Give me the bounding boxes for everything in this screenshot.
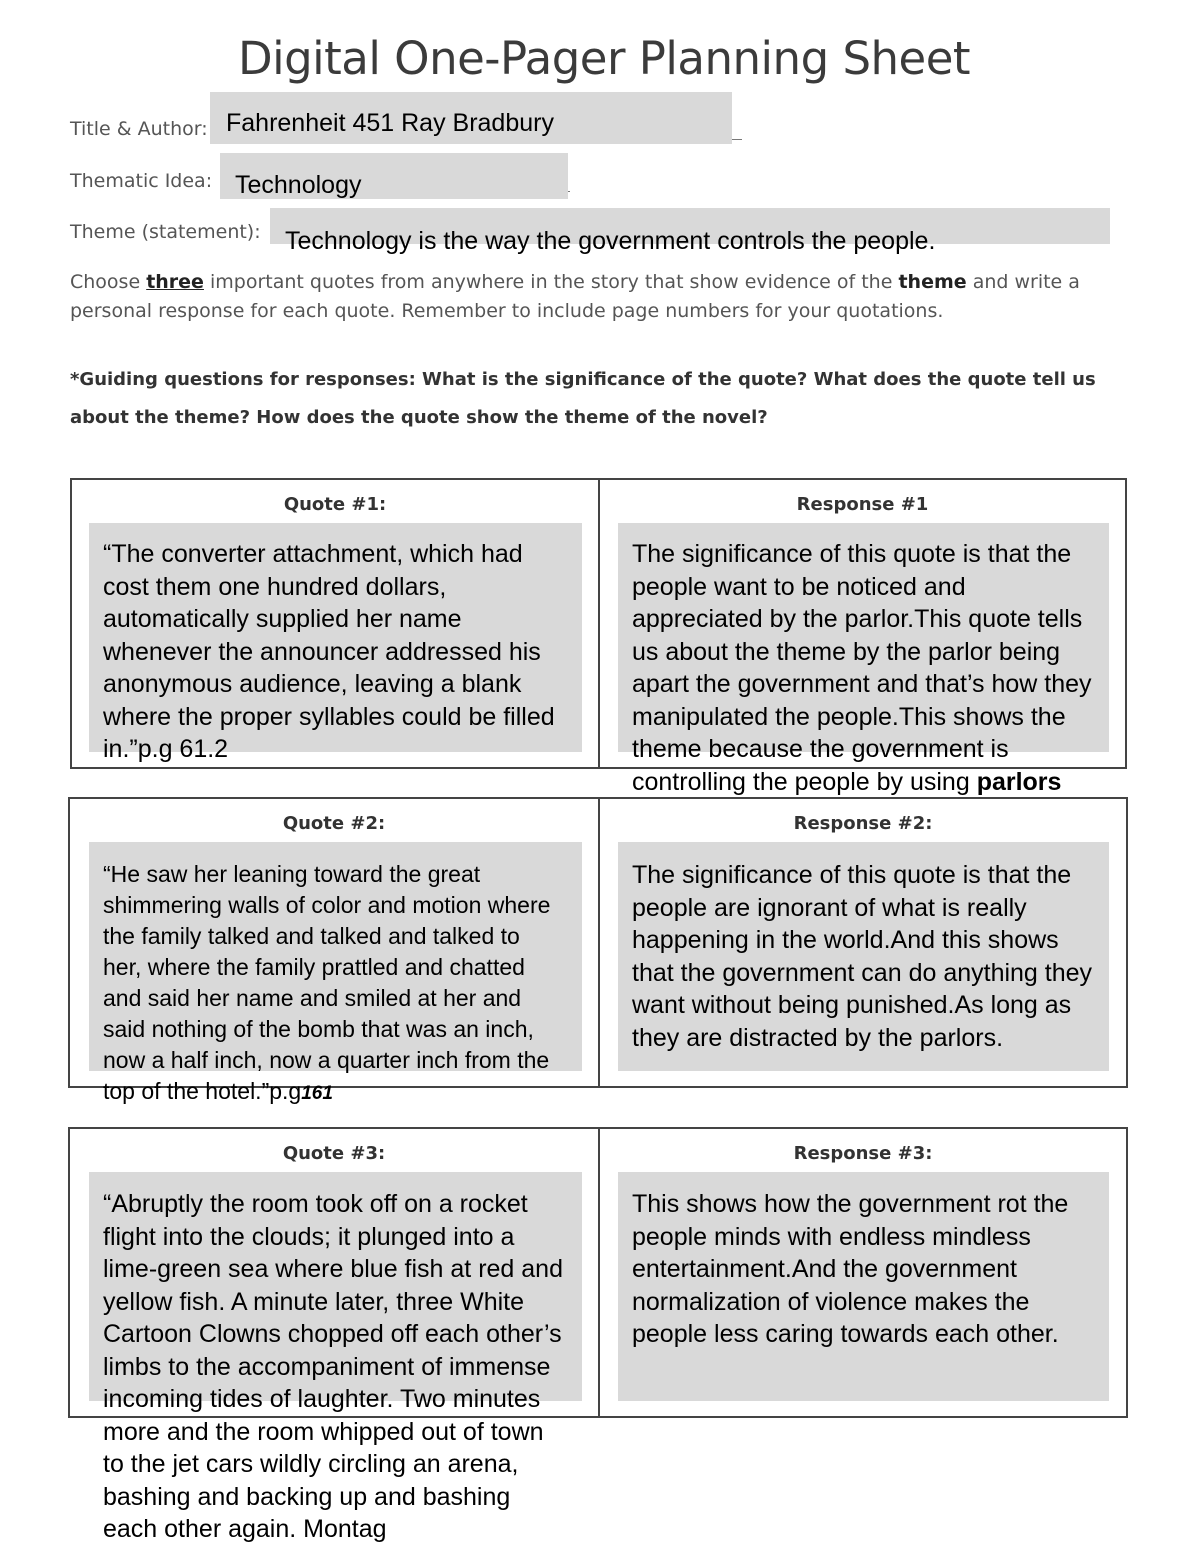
quote-3-header: Quote #3: — [282, 1143, 386, 1164]
response-2-text[interactable]: The significance of this quote is that the people are ignorant of what is really happening in the world.And this shows that the government can do anything they want without being punished.As long as they are distracted by the parlors. — [632, 861, 1093, 1052]
quote-3-text[interactable]: “Abruptly the room took off on a rocket flight into the clouds; it plunged into a lime-green sea where blue fish at red and yellow fish. A minute later, three White Cartoon Clowns chopped off each other’s limbs to the accompaniment of immense incoming tides of laughter. Two minutes more and the room whipped out of town to the jet cars wildly circling an arena, bashing and backing up and bashing each other again. Montag — [103, 1190, 563, 1543]
title-author-value[interactable]: Fahrenheit 451 Ray Bradbury — [226, 109, 554, 137]
thematic-idea-label: Thematic Idea: — [70, 170, 213, 192]
emphasis-three: three — [146, 271, 204, 293]
page-title: Digital One-Pager Planning Sheet — [237, 32, 971, 85]
response-3-text[interactable]: This shows how the government rot the people minds with endless mindless entertainment.And the government normalization of violence makes the people less caring towards each other. — [632, 1190, 1069, 1348]
quote-2-header: Quote #2: — [282, 813, 386, 834]
thematic-idea-value[interactable]: Technology — [235, 171, 362, 199]
emphasis-theme: theme — [898, 271, 967, 293]
quote-1-text[interactable]: “The converter attachment, which had cost them one hundred dollars, automatically supplied her name whenever the announcer addressed his anonymous audience, leaving a blank where the proper syllables could be filled in.”p.g 61.2 — [103, 540, 555, 763]
instructions: Choose three important quotes from anywhere in the story that show evidence of the theme and write a personal response for each quote. Remember to include page numbers for your quotations. — [70, 271, 1080, 322]
response-1-text[interactable]: The significance of this quote is that the people want to be noticed and appreciated by the parlor.This quote tells us about the theme by the parlor being apart the government and that’s how they manipulated the people.This shows the theme because the government is controlling the people by using parlors — [632, 540, 1092, 796]
response-1-header: Response #1 — [796, 494, 929, 515]
quote-2-text[interactable]: “He saw her leaning toward the great shimmering walls of color and motion where the family talked and talked and talked to her, where the family prattled and chatted and said her name and smiled at her and said nothing of the bomb that was an inch, now a half inch, now a quarter inch from the top of the hotel.”p.g161 — [103, 861, 551, 1104]
title-author-label: Title & Author: — [70, 118, 208, 140]
theme-statement-value[interactable]: Technology is the way the government controls the people. — [285, 227, 936, 255]
response-2-header: Response #2: — [793, 813, 933, 834]
response-3-header: Response #3: — [793, 1143, 933, 1164]
theme-statement-label: Theme (statement): — [70, 221, 261, 243]
quote-1-header: Quote #1: — [283, 494, 387, 515]
guiding-questions: *Guiding questions for responses: What is the significance of the quote? What does the quote tell us about the theme? How does the quote show the theme of the novel? — [70, 369, 1096, 428]
